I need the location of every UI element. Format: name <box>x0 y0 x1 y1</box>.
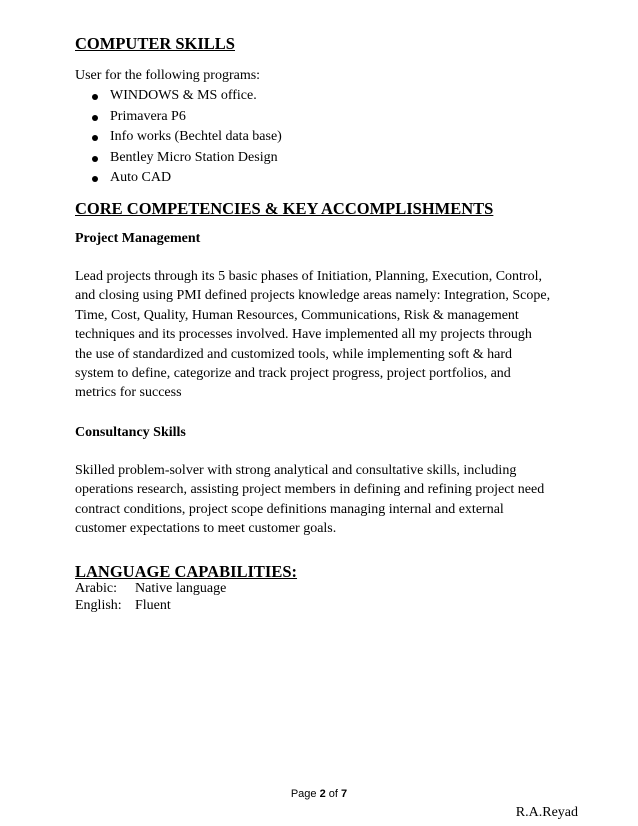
list-item: Info works (Bechtel data base) <box>88 127 282 148</box>
page-total: 7 <box>341 788 348 800</box>
bullet-icon <box>92 156 98 162</box>
list-item: Primavera P6 <box>88 107 282 128</box>
computer-skills-intro: User for the following programs: <box>75 68 261 83</box>
page-number: 2 <box>319 788 326 800</box>
language-level: Fluent <box>135 598 171 613</box>
list-item: Bentley Micro Station Design <box>88 148 282 169</box>
computer-skills-heading: COMPUTER SKILLS <box>75 34 235 53</box>
page-footer <box>0 788 638 800</box>
consultancy-paragraph: Skilled problem-solver with strong analytical and consultative skills, including operations research, assisting project members in defining and refining project need contract conditions, project scope definitions managing internal and external customer expectations to meet customer goals. <box>75 463 545 537</box>
language-heading: LANGUAGE CAPABILITIES: <box>75 562 298 581</box>
of-word: of <box>328 788 338 800</box>
signature: R.A.Reyad <box>515 805 578 820</box>
core-competencies-heading: CORE COMPETENCIES & KEY ACCOMPLISHMENTS <box>75 199 494 218</box>
consultancy-skills-title: Consultancy Skills <box>75 425 186 440</box>
bullet-icon <box>92 94 98 100</box>
bullet-icon <box>92 176 98 182</box>
project-management-title: Project Management <box>75 231 201 246</box>
page-word: Page <box>290 788 317 800</box>
language-name: Arabic: <box>75 581 117 596</box>
bullet-icon <box>92 135 98 141</box>
programs-list <box>88 86 282 189</box>
list-item: WINDOWS & MS office. <box>88 86 282 107</box>
project-management-paragraph: Lead projects through its 5 basic phases of Initiation, Planning, Execution, Control, and closing using PMI defined projects knowledge areas namely: Integration, Scope, Time, Cost, Quality, Human Resources, Communications, Risk & management techniques and its processes involved. Have implemented all my projects through the use of standardized and customized tools, while implementing soft & hard system to define, categorize and track project progress, project portfolios, and metrics for success <box>75 269 551 401</box>
list-item: Auto CAD <box>88 168 282 189</box>
bullet-icon <box>92 115 98 121</box>
language-name: English: <box>75 598 122 613</box>
language-level: Native language <box>135 581 227 596</box>
language-row-arabic <box>75 580 226 597</box>
language-row-english <box>75 597 171 614</box>
